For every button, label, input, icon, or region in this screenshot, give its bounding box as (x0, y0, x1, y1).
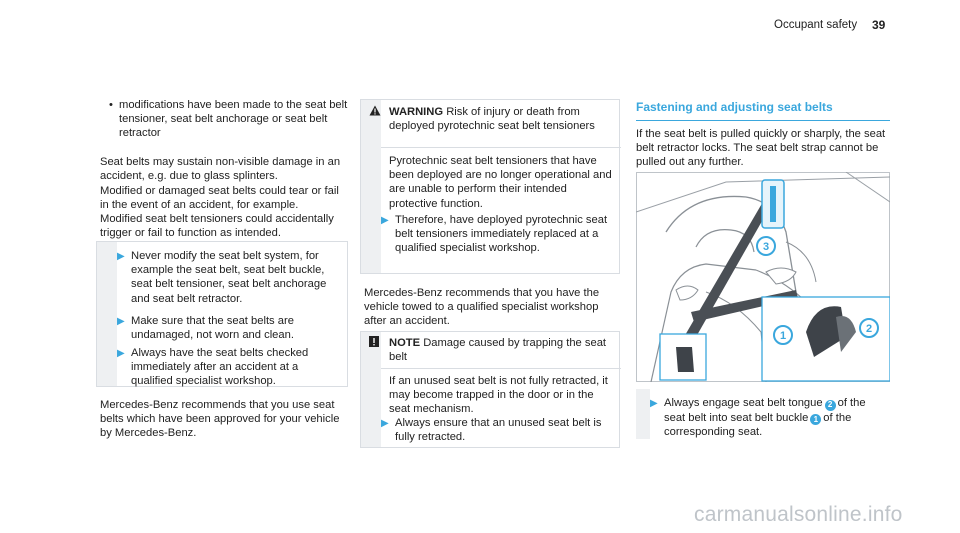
note-header (369, 336, 613, 364)
warning-title: Risk of injury or death from deployed pyrotechnic seat belt tensioners (389, 106, 595, 133)
bullet-dot: • (109, 99, 113, 111)
note-box (360, 331, 620, 448)
warning-divider (381, 147, 621, 148)
paragraph-recommend: Mercedes-Benz recommends that you have the vehicle towed to a qualified specialist workshop after an accident. (364, 287, 600, 328)
note-divider (381, 368, 621, 369)
section-title: Occupant safety (774, 19, 858, 31)
column-1 (100, 98, 348, 141)
step-1: ▶ Never modify the seat belt system, for example the seat belt, seat belt buckle, seat belt tensioner, seat belt anchorage and seat belt retractor. (117, 250, 327, 305)
fasten-step-margin (636, 389, 650, 439)
note-label: NOTE (389, 337, 421, 349)
step-3: ▶ Always have the seat belts checked immediately after an accident at a qualified specialist workshop. (117, 347, 309, 388)
seat-belt-illustration (636, 172, 890, 382)
bullet-text: modifications have been made to the seat belt tensioner, seat belt anchorage or seat belt retractor (119, 99, 348, 140)
badge-1: 1 (810, 414, 821, 425)
warning-body: Pyrotechnic seat belt tensioners that have been deployed are no longer operational and are unable to perform their intended protective function. (389, 155, 612, 210)
note-exclamation-icon (369, 336, 389, 351)
warning-step: ▶ Therefore, have deployed pyrotechnic seat belt tensioners immediately replaced at a qualified specialist workshop. (381, 214, 608, 255)
step-2: ▶ Make sure that the seat belts are undamaged, not worn and clean. (117, 315, 294, 342)
steps-box (96, 241, 348, 387)
step-arrow-icon: ▶ (117, 348, 125, 359)
steps-box-margin (97, 242, 117, 386)
note-step: ▶ Always ensure that an unused seat belt is fully retracted. (381, 417, 602, 444)
warning-label: WARNING (389, 106, 444, 118)
step-arrow-icon: ▶ (381, 215, 389, 226)
intro-paragraph: If the seat belt is pulled quickly or sharply, the seat belt retractor locks. The seat belt strap cannot be pulled out any further. (636, 128, 886, 169)
step-arrow-icon: ▶ (650, 398, 658, 409)
warning-box (360, 99, 620, 274)
note-body: If an unused seat belt is not fully retracted, it may become trapped in the door or in the seat mechanism. (389, 375, 608, 416)
badge-2: 2 (825, 400, 836, 411)
seat-belt-figure (636, 172, 890, 382)
note-title: Damage caused by trapping the seat belt (389, 337, 607, 364)
bullet-item (100, 98, 348, 141)
figure-label-2: 2 (865, 323, 873, 335)
heading-rule (636, 120, 890, 121)
section-heading: Fastening and adjusting seat belts (636, 100, 833, 114)
watermark: carmanualsonline.info (694, 503, 903, 526)
warning-header (369, 105, 613, 133)
warning-triangle-icon (369, 105, 389, 120)
figure-label-3: 3 (762, 241, 770, 253)
paragraph-2: Modified or damaged seat belts could tear or fail in the event of an accident, for example. (100, 185, 339, 212)
paragraph-1: Seat belts may sustain non-visible damage in an accident, e.g. due to glass splinters. (100, 156, 341, 183)
step-arrow-icon: ▶ (117, 251, 125, 262)
page-number: 39 (872, 18, 886, 32)
step-arrow-icon: ▶ (117, 316, 125, 327)
figure-label-1: 1 (779, 330, 787, 342)
fasten-step: ▶ Always engage seat belt tongue 2 of the seat belt into seat belt buckle 1 of the corresponding seat. (650, 397, 866, 439)
paragraph-3: Modified seat belt tensioners could accidentally trigger or fail to function as intended. (100, 213, 334, 240)
paragraph-after: Mercedes-Benz recommends that you use seat belts which have been approved for your vehicle by Mercedes-Benz. (100, 399, 340, 440)
step-arrow-icon: ▶ (381, 418, 389, 429)
fasten-step-box (636, 389, 890, 439)
